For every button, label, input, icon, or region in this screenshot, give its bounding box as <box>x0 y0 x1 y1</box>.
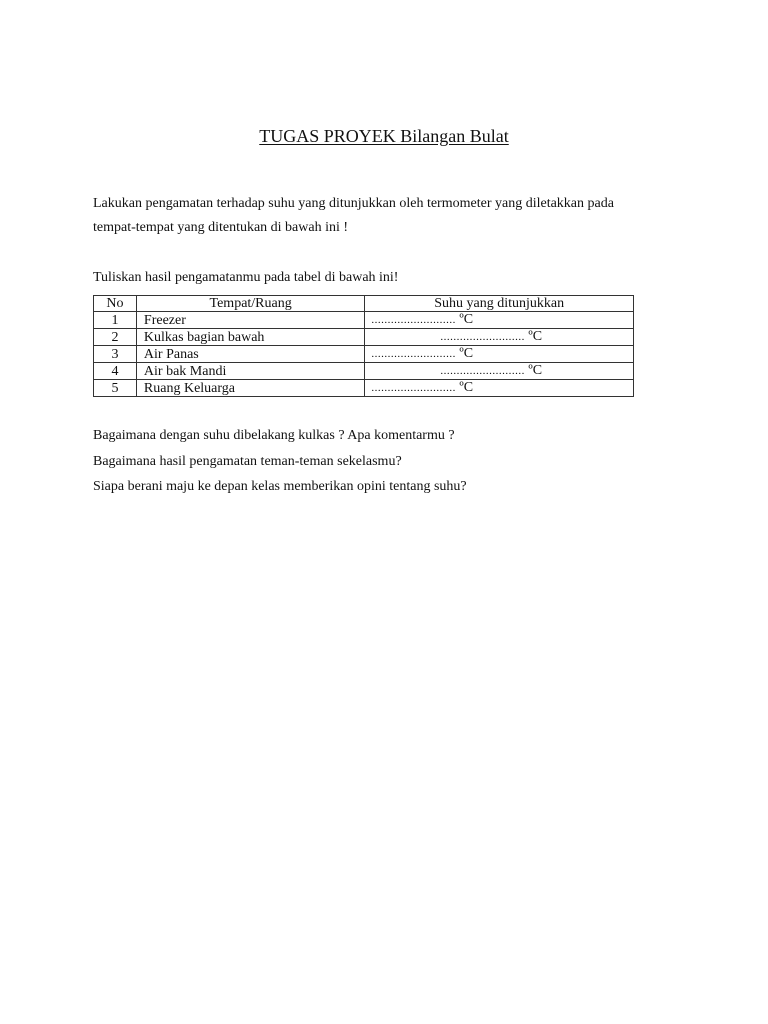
row-number: 2 <box>94 329 137 346</box>
row-temperature-blank <box>365 346 634 363</box>
table-instruction: Tuliskan hasil pengamatanmu pada tabel di bawah ini! <box>93 270 399 285</box>
question-3: Siapa berani maju ke depan kelas memberikan opini tentang suhu? <box>93 479 467 494</box>
intro-paragraph <box>93 192 614 240</box>
table-row <box>94 346 634 363</box>
header-temperature: Suhu yang ditunjukkan <box>365 296 634 312</box>
row-place: Ruang Keluarga <box>136 380 364 397</box>
intro-line-2: tempat-tempat yang ditentukan di bawah ini ! <box>93 220 349 235</box>
row-temperature-blank <box>365 363 634 380</box>
document-title: TUGAS PROYEK Bilangan Bulat <box>259 126 509 146</box>
question-2: Bagaimana hasil pengamatan teman-teman sekelasmu? <box>93 454 402 469</box>
celsius-unit: ºC <box>459 346 474 361</box>
celsius-unit: ºC <box>459 312 474 327</box>
table-row <box>94 329 634 346</box>
observation-table <box>93 295 634 397</box>
row-place: Air bak Mandi <box>136 363 364 380</box>
table-row <box>94 312 634 329</box>
row-number: 5 <box>94 380 137 397</box>
fill-in-dots: .......................... <box>371 348 456 360</box>
fill-in-dots: .......................... <box>371 314 456 326</box>
row-temperature-blank <box>365 312 634 329</box>
celsius-unit: ºC <box>459 380 474 395</box>
question-1: Bagaimana dengan suhu dibelakang kulkas ? Apa komentarmu ? <box>93 428 455 443</box>
table-row <box>94 363 634 380</box>
table-header-row <box>94 296 634 312</box>
fill-in-dots: .......................... <box>440 365 525 377</box>
table-row <box>94 380 634 397</box>
row-place: Kulkas bagian bawah <box>136 329 364 346</box>
row-temperature-blank <box>365 380 634 397</box>
header-no: No <box>94 296 137 312</box>
header-place: Tempat/Ruang <box>136 296 364 312</box>
row-place: Freezer <box>136 312 364 329</box>
fill-in-dots: .......................... <box>371 382 456 394</box>
row-place: Air Panas <box>136 346 364 363</box>
row-number: 1 <box>94 312 137 329</box>
row-number: 4 <box>94 363 137 380</box>
celsius-unit: ºC <box>528 363 543 378</box>
intro-line-1: Lakukan pengamatan terhadap suhu yang ditunjukkan oleh termometer yang diletakkan pada <box>93 196 614 211</box>
row-number: 3 <box>94 346 137 363</box>
celsius-unit: ºC <box>528 329 543 344</box>
fill-in-dots: .......................... <box>440 331 525 343</box>
row-temperature-blank <box>365 329 634 346</box>
